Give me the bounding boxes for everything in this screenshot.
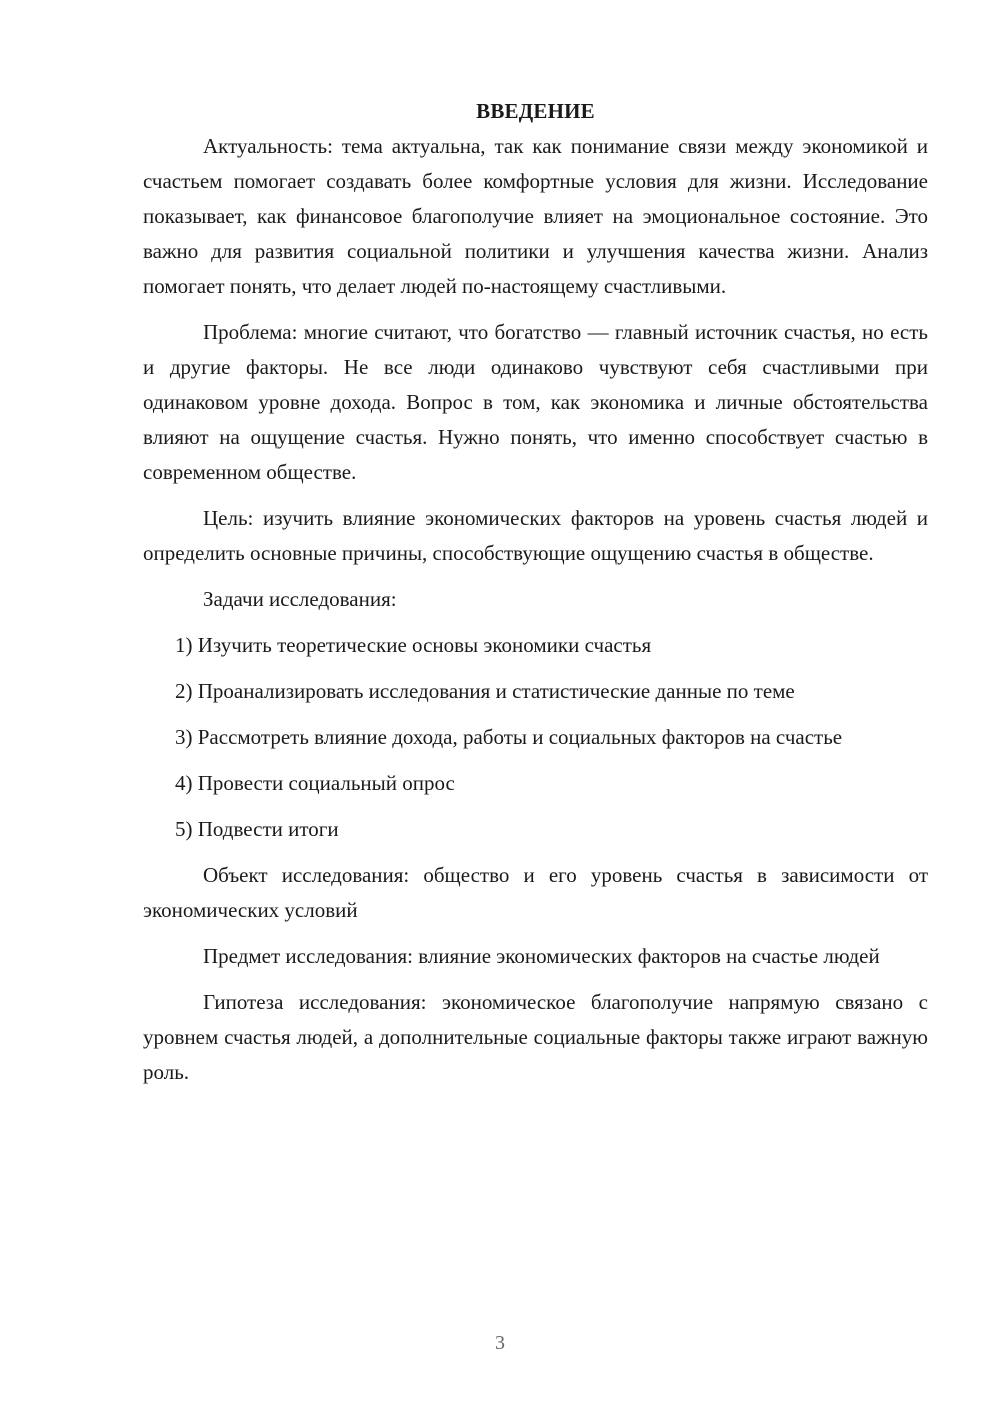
tasks-list xyxy=(143,628,928,847)
hypothesis-paragraph: Гипотеза исследования: экономическое благополучие напрямую связано с уровнем счастья людей, а дополнительные социальные факторы также играют важную роль. xyxy=(143,990,928,1084)
problem-paragraph: Проблема: многие считают, что богатство — главный источник счастья, но есть и другие факторы. Не все люди одинаково чувствуют себя счастливыми при одинаковом уровне дохода. Вопрос в том, как экономика и личные обстоятельства влияют на ощущение счастья. Нужно понять, что именно способствует счастью в современном обществе. xyxy=(143,320,928,484)
list-item: 4) Провести социальный опрос xyxy=(175,771,455,795)
list-item: 3) Рассмотреть влияние дохода, работы и социальных факторов на счастье xyxy=(175,725,843,749)
list-item: 2) Проанализировать исследования и статистические данные по теме xyxy=(175,679,795,703)
document-body xyxy=(143,94,928,1101)
list-item: 5) Подвести итоги xyxy=(175,817,339,841)
list-item: 1) Изучить теоретические основы экономики счастья xyxy=(175,633,652,657)
page-number: 3 xyxy=(495,1332,505,1354)
tasks-heading: Задачи исследования: xyxy=(203,587,397,611)
object-paragraph: Объект исследования: общество и его уровень счастья в зависимости от экономических условий xyxy=(143,863,928,922)
goal-paragraph: Цель: изучить влияние экономических факторов на уровень счастья людей и определить основные причины, способствующие ощущению счастья в обществе. xyxy=(143,506,928,565)
relevance-paragraph: Актуальность: тема актуальна, так как понимание связи между экономикой и счастьем помогает создавать более комфортные условия для жизни. Исследование показывает, как финансовое благополучие влияет на эмоциональное состояние. Это важно для развития социальной политики и улучшения качества жизни. Анализ помогает понять, что делает людей по-настоящему счастливыми. xyxy=(143,134,928,298)
subject-paragraph: Предмет исследования: влияние экономических факторов на счастье людей xyxy=(203,944,880,968)
section-title: ВВЕДЕНИЕ xyxy=(476,99,595,123)
